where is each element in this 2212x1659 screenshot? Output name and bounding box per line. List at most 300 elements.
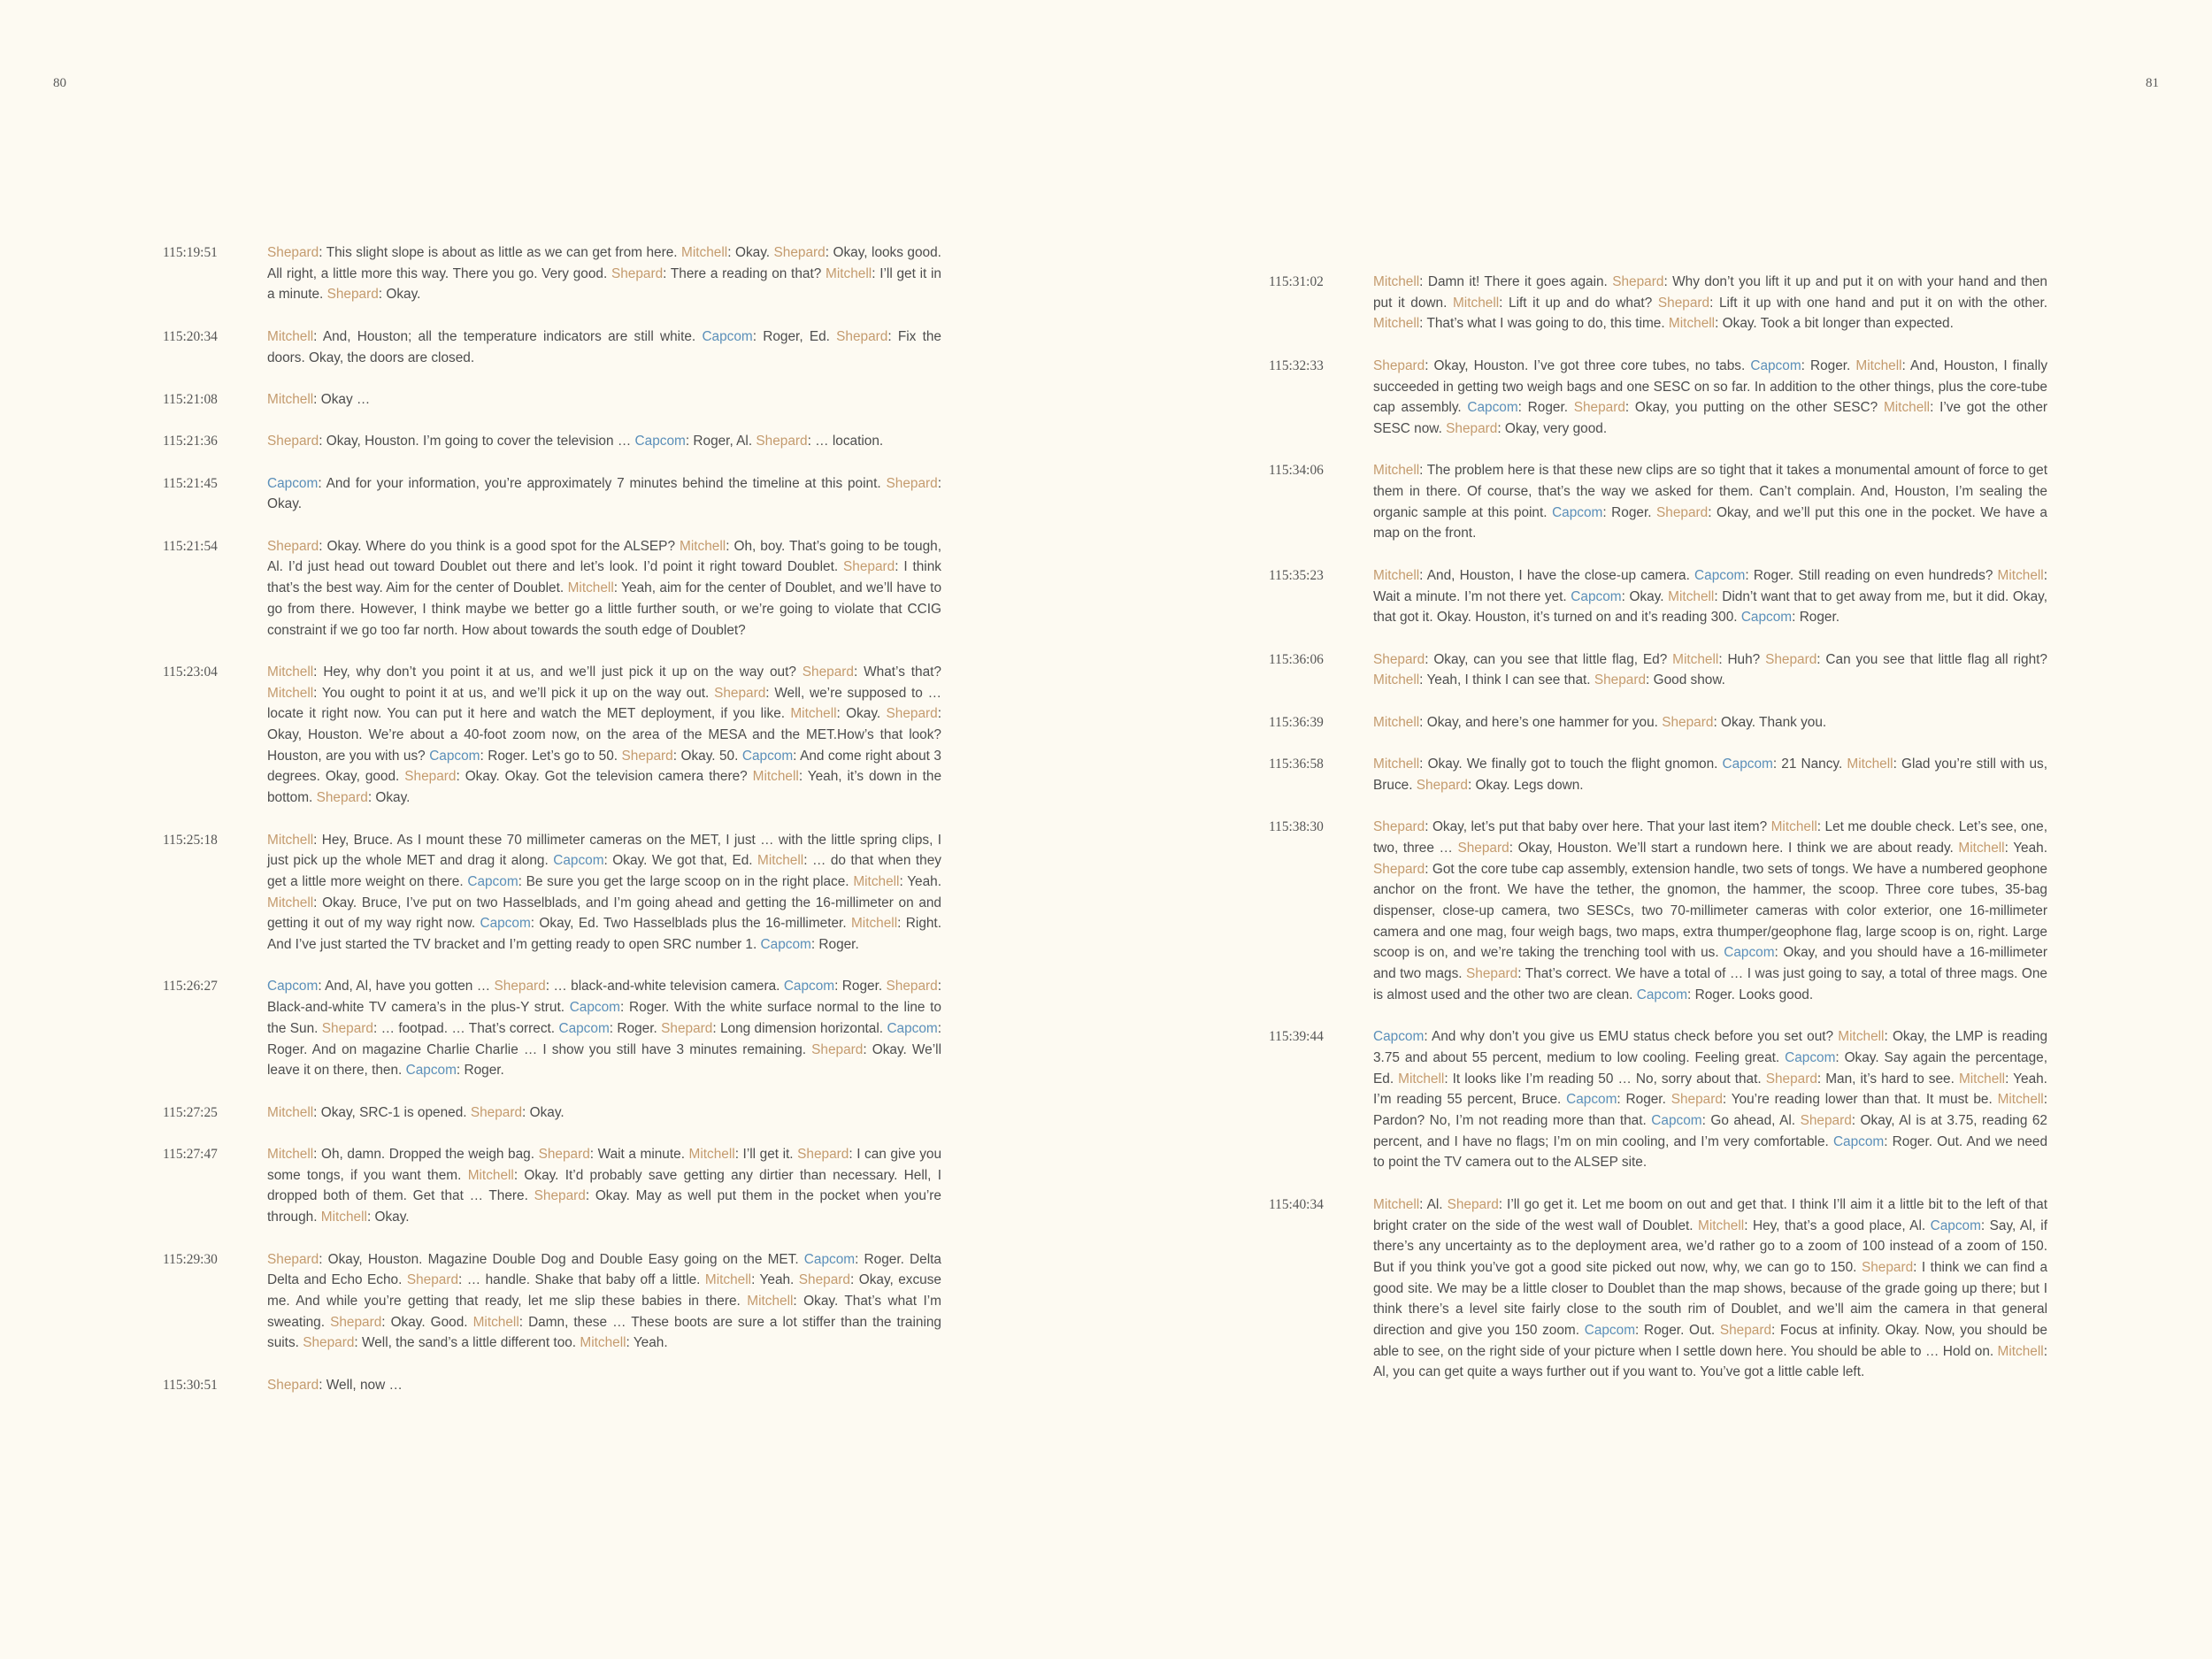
speaker-mitchell: Mitchell <box>1770 819 1817 835</box>
spoken-line: Roger. Let’s go to 50. <box>488 748 618 764</box>
spoken-line: Yeah. I’m reading 55 percent, Bruce. <box>1373 1071 2047 1108</box>
spoken-line: Okay, Houston. We’re about a 40-foot zoom now, on the area of the MESA and the MET.How’s that look? Houston, are you with us? <box>267 727 941 764</box>
speaker-shepard: Shepard <box>1656 504 1709 520</box>
spoken-line: Okay. Say again the percentage, Ed. <box>1373 1049 2047 1087</box>
speaker-shepard: Shepard <box>1800 1113 1852 1128</box>
dialogue-text: Shepard: Okay, Houston. Magazine Double Dog and Double Easy going on the MET. Capcom: Roger. Delta Delta and Echo Echo. Shepard: … handle. Shake that baby off a little. Mitchell: Yeah. Shepard: Okay, excuse me. And while you’re getting that ready, let me slip these babies in there. Mitchell: Okay. That’s what I’m sweating. Shepard: Okay. Good. Mitchell: Damn, these … These boots are sure a lot stiffer than the training suits. Shepard: Well, the sand’s a little different too. Mitchell: Yeah. <box>267 1251 941 1351</box>
spoken-line: Okay … <box>320 391 371 407</box>
speaker-mitchell: Mitchell <box>1373 316 1420 332</box>
speaker-shepard: Shepard <box>1466 966 1518 982</box>
spoken-line: Glad you’re still with us, Bruce. <box>1373 757 2047 793</box>
spoken-line: Okay, Al is at 3.75, reading 62 percent, and I have no flags; I’m on min cooling, and I’m very comfortable. <box>1373 1113 2047 1149</box>
spoken-line: Okay, Houston. I’ve got three core tubes, no tabs. <box>1433 357 1746 373</box>
spoken-line: Oh, damn. Dropped the weigh bag. <box>321 1147 534 1163</box>
spoken-line: Okay. Took a bit longer than expected. <box>1722 316 1954 332</box>
timestamp: 115:36:39 <box>1269 714 1324 730</box>
dialogue-text: Shepard: Okay. Where do you think is a good spot for the ALSEP? Mitchell: Oh, boy. That’s going to be tough, Al. I’d just head out toward Doublet out there and let’s look. I’d point it right toward Doublet. Shepard: I think that’s the best way. Aim for the center of Doublet. Mitchell: Yeah, aim for the center of Doublet, and we’ll have to go from there. However, I think maybe we better go a little further south, or we’re going to violate that CCIG constraint if we go too far north. How about towards the south edge of Doublet? <box>267 538 942 638</box>
transcript-column-left <box>163 242 941 1417</box>
speaker-shepard: Shepard <box>1594 672 1647 688</box>
dialogue-text: Mitchell: Hey, why don’t you point it at us, and we’ll just pick it up on the way out? Shepard: What’s that? Mitchell: You ought to point it at us, and we’ll pick it up on the way out. Shepard: Well, we’re supposed to … locate it right now. You can put it here and watch the MET deployment, if you like. Mitchell: Okay. Shepard: Okay, Houston. We’re about a 40-foot zoom now, on the area of the MESA and the MET.How’s that look? Houston, are you with us? Capcom: Roger. Let’s go to 50. Shepard: Okay. 50. Capcom: And come right about 3 degrees. Okay, good. Shepard: Okay. Okay. Got the television camera there? Mitchell: Yeah, it’s down in the bottom. Shepard: Okay. <box>267 664 941 806</box>
spoken-line: Man, it’s hard to see. <box>1825 1071 1955 1087</box>
speaker-mitchell: Mitchell <box>267 1147 314 1163</box>
spoken-line: Okay. Legs down. <box>1475 777 1584 793</box>
speaker-shepard: Shepard <box>621 748 673 764</box>
speaker-capcom: Capcom <box>741 748 794 764</box>
speaker-capcom: Capcom <box>1832 1133 1885 1149</box>
spoken-line: I can give you some tongs, if you want them. <box>267 1147 942 1183</box>
speaker-shepard: Shepard <box>1662 714 1714 730</box>
transcript-entry <box>163 242 941 305</box>
speaker-shepard: Shepard <box>1373 861 1425 877</box>
dialogue-text: Capcom: And for your information, you’re approximately 7 minutes behind the timeline at this point. Shepard: Okay. <box>267 475 941 512</box>
transcript-entry <box>163 1375 941 1396</box>
dialogue-text: Shepard: Okay, can you see that little flag, Ed? Mitchell: Huh? Shepard: Can you see that little flag all right? Mitchell: Yeah, I think I can see that. Shepard: Good show. <box>1373 651 2047 688</box>
spoken-line: Good show. <box>1653 672 1725 688</box>
timestamp: 115:19:51 <box>163 245 218 260</box>
speaker-capcom: Capcom <box>267 979 319 995</box>
spoken-line: Roger. <box>1527 400 1569 416</box>
transcript-entry <box>163 662 941 809</box>
spoken-line: Okay. We got that, Ed. <box>612 853 753 869</box>
speaker-capcom: Capcom <box>569 1000 620 1016</box>
speaker-shepard: Shepard <box>1416 777 1468 793</box>
speaker-capcom: Capcom <box>553 853 604 869</box>
spoken-line: And, Houston, I have the close-up camera. <box>1426 567 1690 583</box>
spoken-line: Huh? <box>1727 651 1761 667</box>
spoken-line: Okay. Bruce, I’ve put on two Hasselblads, and I’m going ahead and getting the 16-millimeter on and getting it out of my way right now. <box>267 895 941 932</box>
speaker-mitchell: Mitchell <box>1838 1029 1885 1045</box>
speaker-capcom: Capcom <box>1566 1092 1617 1108</box>
spoken-line: Roger. Delta Delta and Echo Echo. <box>267 1251 941 1288</box>
speaker-shepard: Shepard <box>330 1314 382 1330</box>
transcript-entry <box>1269 460 2047 544</box>
speaker-shepard: Shepard <box>886 475 938 491</box>
spoken-line: Okay, can you see that little flag, Ed? <box>1433 651 1668 667</box>
spoken-line: Well, we’re supposed to … locate it right now. You can put it here and watch the MET deployment, if you like. <box>267 685 941 722</box>
speaker-shepard: Shepard <box>714 685 766 701</box>
speaker-capcom: Capcom <box>1584 1323 1636 1339</box>
speaker-shepard: Shepard <box>1612 274 1664 289</box>
spoken-line: Didn’t want that to get away from me, but it did. Okay, that got it. Okay. Houston, it’s turned on and it’s reading 300. <box>1373 588 2047 626</box>
speaker-mitchell: Mitchell <box>1668 588 1715 604</box>
timestamp: 115:21:45 <box>163 475 218 491</box>
speaker-capcom: Capcom <box>429 748 480 764</box>
spoken-line: I think that’s the best way. Aim for the center of Doublet. <box>267 559 941 596</box>
transcript-entry <box>1269 754 2047 795</box>
timestamp: 115:31:02 <box>1269 274 1324 289</box>
transcript-entry <box>163 473 941 515</box>
speaker-mitchell: Mitchell <box>1373 672 1420 688</box>
dialogue-text: Mitchell: Hey, Bruce. As I mount these 70 millimeter cameras on the MET, I just … with the little spring clips, I just pick up the whole MET and drag it along. Capcom: Okay. We got that, Ed. Mitchell: … do that when they get a little more weight on there. Capcom: Be sure you get the large scoop on in the right place. Mitchell: Yeah. Mitchell: Okay. Bruce, I’ve put on two Hasselblads, and I’m going ahead and getting the 16-millimeter on and getting it out of my way right now. Capcom: Okay, Ed. Two Hasselblads plus the 16-millimeter. Mitchell: Right. And I’ve just started the TV bracket and I’m getting ready to open SRC number 1. Capcom: Roger. <box>267 832 942 953</box>
dialogue-text: Shepard: Okay, Houston. I’ve got three core tubes, no tabs. Capcom: Roger. Mitchell: And, Houston, I finally succeeded in getting two weigh bags and one SESC on so far. In addition to the other things, plus the core-tube cap assembly. Capcom: Roger. Shepard: Okay, you putting on the other SESC? Mitchell: I’ve got the other SESC now. Shepard: Okay, very good. <box>1373 357 2048 436</box>
transcript-entry <box>163 326 941 368</box>
timestamp: 115:29:30 <box>163 1251 218 1267</box>
timestamp: 115:27:25 <box>163 1104 218 1120</box>
spoken-line: And come right about 3 degrees. Okay, good. <box>267 748 941 785</box>
dialogue-text: Capcom: And, Al, have you gotten … Shepard: … black-and-white television camera. Capcom: Roger. Shepard: Black-and-white TV camera’s in the plus-Y strut. Capcom: Roger. With the white surface normal to the line to the Sun. Shepard: … footpad. … That’s correct. Capcom: Roger. Shepard: Long dimension horizontal. Capcom: Roger. And on magazine Charlie Charlie … I show you still have 3 minutes remaining. Shepard: Okay. We’ll leave it on there, then. Capcom: Roger. <box>267 979 942 1079</box>
spoken-line: … handle. Shake that baby off a little. <box>466 1272 701 1288</box>
timestamp: 115:30:51 <box>163 1377 218 1393</box>
spoken-line: Damn it! There it goes again. <box>1427 274 1608 289</box>
timestamp: 115:25:18 <box>163 832 218 848</box>
spoken-line: Yeah. <box>633 1335 668 1351</box>
dialogue-text: Mitchell: Damn it! There it goes again. Shepard: Why don’t you lift it up and put it on with your hand and then put it down. Mitchell: Lift it up and do what? Shepard: Lift it up with one hand and put it on with the other. Mitchell: That’s what I was going to do, this time. Mitchell: Okay. Took a bit longer than expected. <box>1373 274 2048 332</box>
dialogue-text: Shepard: Okay, let’s put that baby over here. That your last item? Mitchell: Let me double check. Let’s see, one, two, three … Shepard: Okay, Houston. We’ll start a rundown here. I think we are about ready. Mitchell: Yeah. Shepard: Got the core tube cap assembly, extension handle, two sets of tongs. We have a numbered geophone anchor on the front. We have the tether, the gnomon, the hammer, the scoop. Three core tubes, 35-bag dispenser, close-up camera, two SESCs, two 70-millimeter cameras with color exterior, one 16-millimeter camera and one mag, four weigh bags, two maps, extra thumper/geophone flag, large scoop is on, right. Large scoop is on, and we’re taking the trenching tool with us. Capcom: Okay, and you should have a 16-millimeter and two mags. Shepard: That’s correct. We have a total of … I was just going to say, a total of three mags. One is almost used and the other two are clean. Capcom: Roger. Looks good. <box>1373 819 2047 1002</box>
speaker-mitchell: Mitchell <box>1958 840 2005 856</box>
speaker-shepard: Shepard <box>267 434 319 449</box>
speaker-shepard: Shepard <box>802 664 854 680</box>
spoken-line: Go ahead, Al. <box>1710 1113 1796 1128</box>
spoken-line: 21 Nancy. <box>1781 757 1843 772</box>
spoken-line: Focus at infinity. Okay. Now, you should be able to see, on the right side of your picture when I settle down here. You should be able to … Hold on. <box>1373 1323 2047 1359</box>
timestamp: 115:39:44 <box>1269 1029 1324 1045</box>
spoken-line: Roger. <box>841 979 883 995</box>
speaker-mitchell: Mitchell <box>1373 567 1420 583</box>
spoken-line: … black-and-white television camera. <box>553 979 780 995</box>
spoken-line: Yeah. <box>2013 840 2047 856</box>
speaker-shepard: Shepard <box>1373 357 1425 373</box>
spoken-line: Yeah. <box>759 1272 795 1288</box>
speaker-mitchell: Mitchell <box>580 1335 626 1351</box>
timestamp: 115:38:30 <box>1269 819 1324 835</box>
transcript-entry <box>163 389 941 411</box>
speaker-shepard: Shepard <box>1373 819 1425 835</box>
spoken-line: Well, the sand’s a little different too. <box>361 1335 577 1351</box>
spoken-line: I’ve got the other SESC now. <box>1373 400 2048 436</box>
transcript-entry <box>1269 356 2047 440</box>
speaker-mitchell: Mitchell <box>1698 1217 1745 1233</box>
spoken-line: Yeah, I think I can see that. <box>1426 672 1591 688</box>
speaker-shepard: Shepard <box>773 245 826 260</box>
speaker-shepard: Shepard <box>1719 1323 1772 1339</box>
speaker-mitchell: Mitchell <box>1373 1196 1420 1212</box>
speaker-mitchell: Mitchell <box>1997 1343 2044 1359</box>
speaker-capcom: Capcom <box>480 916 531 932</box>
spoken-line: Fix the doors. Okay, the doors are closed. <box>267 328 941 365</box>
speaker-mitchell: Mitchell <box>472 1314 519 1330</box>
spoken-line: Roger. <box>1625 1092 1666 1108</box>
spoken-line: What’s that? <box>864 664 941 680</box>
spoken-line: Okay. May as well put them in the pocket when you’re through. <box>267 1188 941 1225</box>
spoken-line: Okay. <box>375 790 411 806</box>
spoken-line: Okay. We’ll leave it on there, then. <box>267 1041 941 1079</box>
dialogue-text: Shepard: Okay, Houston. I’m going to cover the television … Capcom: Roger, Al. Shepard: … location. <box>267 434 884 449</box>
spoken-line: Yeah, it’s down in the bottom. <box>267 769 941 806</box>
spoken-line: Roger. Still reading on even hundreds? <box>1753 567 1993 583</box>
spoken-line: I’ll get it in a minute. <box>267 265 941 303</box>
spoken-line: Roger. <box>818 937 859 953</box>
dialogue-text: Mitchell: And, Houston, I have the close-up camera. Capcom: Roger. Still reading on even hundreds? Mitchell: Wait a minute. I’m not there yet. Capcom: Okay. Mitchell: Didn’t want that to get away from me, but it did. Okay, that got it. Okay. Houston, it’s turned on and it’s reading 300. Capcom: Roger. <box>1373 567 2047 626</box>
spoken-line: Let me double check. Let’s see, one, two, three … <box>1373 819 2047 856</box>
spoken-line: Why don’t you lift it up and put it on with your hand and then put it down. <box>1373 274 2047 311</box>
speaker-shepard: Shepard <box>1447 1196 1499 1212</box>
timestamp: 115:34:06 <box>1269 463 1324 479</box>
speaker-mitchell: Mitchell <box>320 1210 367 1225</box>
spoken-line: Okay, very good. <box>1504 420 1608 436</box>
speaker-capcom: Capcom <box>1694 567 1746 583</box>
speaker-mitchell: Mitchell <box>267 895 314 910</box>
timestamp: 115:23:04 <box>163 664 218 680</box>
spoken-line: Roger. And on magazine Charlie Charlie … I show you still have 3 minutes remaining. <box>267 1041 807 1057</box>
speaker-capcom: Capcom <box>1722 757 1773 772</box>
spoken-line: Okay, Ed. Two Hasselblads plus the 16-millimeter. <box>539 916 847 932</box>
spoken-line: Hey, why don’t you point it at us, and we’ll just pick it up on the way out? <box>323 664 796 680</box>
speaker-shepard: Shepard <box>1765 651 1817 667</box>
spoken-line: Roger, Ed. <box>763 328 830 344</box>
dialogue-text: Mitchell: Okay. We finally got to touch the flight gnomon. Capcom: 21 Nancy. Mitchell: Glad you’re still with us, Bruce. Shepard: Okay. Legs down. <box>1373 757 2047 793</box>
speaker-shepard: Shepard <box>1457 840 1509 856</box>
speaker-mitchell: Mitchell <box>1883 400 1931 416</box>
spoken-line: Okay. Good. <box>390 1314 468 1330</box>
speaker-shepard: Shepard <box>843 559 895 575</box>
spoken-line: Oh, boy. That’s going to be tough, Al. I’d just head out toward Doublet out there and let’s look. I’d point it right toward Doublet. <box>267 538 941 575</box>
speaker-mitchell: Mitchell <box>681 245 728 260</box>
spoken-line: Roger. With the white surface normal to the line to the Sun. <box>267 1000 941 1036</box>
speaker-shepard: Shepard <box>1765 1071 1817 1087</box>
spoken-line: Long dimension horizontal. <box>719 1020 884 1036</box>
spoken-line: Roger. Out. And we need to point the TV camera out to the ALSEP site. <box>1373 1133 2048 1171</box>
speaker-mitchell: Mitchell <box>826 265 872 281</box>
spoken-line: And, Al, have you gotten … <box>325 979 491 995</box>
speaker-mitchell: Mitchell <box>1373 714 1420 730</box>
transcript-entry <box>163 431 941 452</box>
speaker-capcom: Capcom <box>1930 1217 1981 1233</box>
speaker-shepard: Shepard <box>836 328 888 344</box>
transcript-entry <box>163 976 941 1081</box>
speaker-capcom: Capcom <box>1467 400 1518 416</box>
speaker-mitchell: Mitchell <box>267 391 314 407</box>
timestamp: 115:27:47 <box>163 1147 218 1163</box>
spoken-line: Okay. Okay. Got the television camera there? <box>465 769 748 785</box>
speaker-mitchell: Mitchell <box>267 1104 314 1120</box>
transcript-entry <box>1269 649 2047 691</box>
speaker-mitchell: Mitchell <box>267 832 314 848</box>
speaker-capcom: Capcom <box>1552 504 1603 520</box>
spoken-line: Okay, and you should have a 16-millimeter and two mags. <box>1373 945 2047 982</box>
spoken-line: Okay, looks good. All right, a little more this way. There you go. Very good. <box>267 245 941 281</box>
spoken-line: Okay. <box>267 496 303 512</box>
spoken-line: And for your information, you’re approximately 7 minutes behind the timeline at this point. <box>326 475 881 491</box>
spoken-line: Be sure you get the large scoop on in the right place. <box>526 873 849 889</box>
dialogue-text: Shepard: This slight slope is about as little as we can get from here. Mitchell: Okay. Shepard: Okay, looks good. All right, a little more this way. There you go. Very good. Shepard: There a reading on that? Mitchell: I’ll get it in a minute. Shepard: Okay. <box>267 245 941 303</box>
spoken-line: And, Houston; all the temperature indicators are still white. <box>322 328 696 344</box>
timestamp: 115:21:36 <box>163 434 218 449</box>
speaker-shepard: Shepard <box>611 265 664 281</box>
dialogue-text: Capcom: And why don’t you give us EMU status check before you set out? Mitchell: Okay, the LMP is reading 3.75 and about 55 percent, medium to low cooling. Feeling great. Capcom: Okay. Say again the percentage, Ed. Mitchell: It looks like I’m reading 50 … No, sorry about that. Shepard: Man, it’s hard to see. Mitchell: Yeah. I’m reading 55 percent, Bruce. Capcom: Roger. Shepard: You’re reading lower than that. It must be. Mitchell: Pardon? No, I’m not reading more than that. Capcom: Go ahead, Al. Shepard: Okay, Al is at 3.75, reading 62 percent, and I have no flags; I’m on min cooling, and I’m very comfortable. Capcom: Roger. Out. And we need to point the TV camera out to the ALSEP site. <box>1373 1029 2048 1171</box>
spoken-line: Okay. 50. <box>680 748 739 764</box>
transcript-entry <box>1269 1026 2047 1173</box>
transcript-entry <box>1269 272 2047 334</box>
spoken-line: Okay. <box>1629 588 1664 604</box>
spoken-line: That’s correct. We have a total of … I was just going to say, a total of three mags. One is almost used and the other two are clean. <box>1373 966 2047 1002</box>
timestamp: 115:26:27 <box>163 979 218 995</box>
speaker-shepard: Shepard <box>886 706 938 722</box>
spoken-line: There a reading on that? <box>670 265 822 281</box>
spoken-line: Okay. It’d probably save getting any dirtier than necessary. Hell, I dropped both of them. Get that … There. <box>267 1167 942 1204</box>
speaker-shepard: Shepard <box>1373 651 1425 667</box>
dialogue-text: Mitchell: Al. Shepard: I’ll go get it. Let me boom on out and get that. I think I’ll aim it a little bit to the left of that bright crater on the side of the west wall of Doublet. Mitchell: Hey, that’s a good place, Al. Capcom: Say, Al, if there’s any uncertainty as to the deployment area, we’d rather go to a zoom of 100 instead of a zoom of 150. But if you think you’ve got a good site picked out now, why, we can go to 150. Shepard: I think we can find a good site. We may be a little closer to Doublet than the map shows, because of the grade going up there; but I think there’s a level site fairly close to the south rim of Doublet, and we’ll aim the camera in that general direction and give you 150 zoom. Capcom: Roger. Out. Shepard: Focus at infinity. Okay. Now, you should be able to see, on the right side of your picture when I settle down here. You should be able to … Hold on. Mitchell: Al, you can get quite a ways further out if you want to. You’ve got a little cable left. <box>1373 1196 2048 1380</box>
spoken-line: I’ll go get it. Let me boom on out and get that. I think I’ll aim it a little bit to the left of that bright crater on the side of the west wall of Doublet. <box>1373 1196 2047 1233</box>
speaker-mitchell: Mitchell <box>1373 463 1420 479</box>
speaker-mitchell: Mitchell <box>704 1272 752 1288</box>
speaker-mitchell: Mitchell <box>747 1293 794 1309</box>
speaker-mitchell: Mitchell <box>267 664 314 680</box>
spoken-line: Hey, Bruce. As I mount these 70 millimeter cameras on the MET, I just … with the little spring clips, I just pick up the whole MET and drag it along. <box>267 832 941 869</box>
spoken-line: Al. <box>1426 1196 1443 1212</box>
speaker-shepard: Shepard <box>494 979 546 995</box>
dialogue-text: Shepard: Well, now … <box>267 1377 403 1393</box>
transcript-entry <box>1269 1194 2047 1383</box>
spoken-line: Got the core tube cap assembly, extension handle, two sets of tongs. We have a numbered geophone anchor on the front. We have the tether, the gnomon, the hammer, the scoop. Three core tubes, 35-bag dispenser, close-up camera, two SESCs, two 70-millimeter cameras with color exterior, one 16-millimeter camera and one mag, four weigh bags, two maps, extra thumper/geophone flag, large scoop is on, right. Large scoop is on, and we’re taking the trenching tool with us. <box>1373 861 2047 961</box>
speaker-shepard: Shepard <box>1671 1092 1723 1108</box>
speaker-shepard: Shepard <box>798 1272 850 1288</box>
spoken-line: Okay. <box>374 1210 410 1225</box>
dialogue-text: Mitchell: Oh, damn. Dropped the weigh bag. Shepard: Wait a minute. Mitchell: I’ll get it. Shepard: I can give you some tongs, if you want them. Mitchell: Okay. It’d probably save getting any dirtier than necessary. Hell, I dropped both of them. Get that … There. Shepard: Okay. May as well put them in the pocket when you’re through. Mitchell: Okay. <box>267 1147 942 1225</box>
spoken-line: Say, Al, if there’s any uncertainty as to the deployment area, we’d rather go to a zoom of 100 instead of a zoom of 150. But if you think you’ve got a good site picked out now, why, we can go to 150. <box>1373 1217 2048 1275</box>
spoken-line: Okay, Houston. We’ll start a rundown here. I think we are about ready. <box>1517 840 1954 856</box>
transcript-column-right <box>1269 272 2047 1404</box>
speaker-mitchell: Mitchell <box>790 706 837 722</box>
speaker-shepard: Shepard <box>1573 400 1625 416</box>
spoken-line: Roger. Looks good. <box>1694 987 1814 1002</box>
spoken-line: Roger. <box>617 1020 657 1036</box>
speaker-capcom: Capcom <box>803 1251 856 1267</box>
spoken-line: Okay. We finally got to touch the flight gnomon. <box>1427 757 1718 772</box>
timestamp: 115:32:33 <box>1269 357 1324 373</box>
spoken-line: Roger. <box>1799 610 1840 626</box>
speaker-shepard: Shepard <box>886 979 938 995</box>
timestamp: 115:21:08 <box>163 391 218 407</box>
timestamp: 115:36:06 <box>1269 651 1324 667</box>
spoken-line: Roger, Al. <box>693 434 753 449</box>
speaker-mitchell: Mitchell <box>1672 651 1719 667</box>
speaker-mitchell: Mitchell <box>1452 295 1500 311</box>
speaker-mitchell: Mitchell <box>1373 274 1420 289</box>
spoken-line: Okay. <box>386 287 421 303</box>
spoken-line: Okay, let’s put that baby over here. That your last item? <box>1432 819 1768 835</box>
speaker-mitchell: Mitchell <box>680 538 726 554</box>
speaker-mitchell: Mitchell <box>567 580 614 596</box>
speaker-shepard: Shepard <box>267 1251 319 1267</box>
spoken-line: Okay, SRC-1 is opened. <box>320 1104 467 1120</box>
page-number-right: 81 <box>2146 76 2159 90</box>
spoken-line: Can you see that little flag all right? <box>1825 651 2047 667</box>
speaker-mitchell: Mitchell <box>752 769 799 785</box>
spoken-line: Okay, and we’ll put this one in the pocket. We have a map on the front. <box>1373 504 2047 541</box>
speaker-shepard: Shepard <box>267 245 319 260</box>
speaker-capcom: Capcom <box>634 434 686 449</box>
timestamp: 115:21:54 <box>163 538 218 554</box>
speaker-mitchell: Mitchell <box>467 1167 514 1183</box>
spoken-line: That’s what I was going to do, this time. <box>1426 316 1665 332</box>
speaker-shepard: Shepard <box>756 434 808 449</box>
dialogue-text: Mitchell: And, Houston; all the temperature indicators are still white. Capcom: Roger, Ed. Shepard: Fix the doors. Okay, the doors are closed. <box>267 328 941 365</box>
spoken-line: Okay. That’s what I’m sweating. <box>267 1293 941 1330</box>
spoken-line: Well, now … <box>326 1377 403 1393</box>
spoken-line: Okay. Thank you. <box>1721 714 1827 730</box>
speaker-mitchell: Mitchell <box>1958 1071 2006 1087</box>
speaker-capcom: Capcom <box>702 328 753 344</box>
speaker-mitchell: Mitchell <box>688 1147 735 1163</box>
speaker-mitchell: Mitchell <box>757 853 804 869</box>
spoken-line: Lift it up and do what? <box>1509 295 1653 311</box>
spoken-line: Okay, you putting on the other SESC? <box>1634 400 1878 416</box>
speaker-shepard: Shepard <box>534 1188 586 1204</box>
speaker-mitchell: Mitchell <box>850 916 898 932</box>
speaker-mitchell: Mitchell <box>1847 757 1893 772</box>
speaker-shepard: Shepard <box>404 769 457 785</box>
dialogue-text: Mitchell: The problem here is that these new clips are so tight that it takes a monumental amount of force to get them in there. Of course, that’s the way we asked for them. Can’t complain. And, Houston, I’m sealing the organic sample at this point. Capcom: Roger. Shepard: Okay, and we’ll put this one in the pocket. We have a map on the front. <box>1373 463 2047 541</box>
spoken-line: Right. And I’ve just started the TV bracket and I’m getting ready to open SRC number 1. <box>267 916 941 953</box>
speaker-capcom: Capcom <box>558 1020 610 1036</box>
speaker-shepard: Shepard <box>1861 1259 1914 1275</box>
speaker-mitchell: Mitchell <box>1997 1092 2044 1108</box>
speaker-capcom: Capcom <box>887 1020 938 1036</box>
speaker-capcom: Capcom <box>1571 588 1622 604</box>
spoken-line: Okay, excuse me. And while you’re getting that ready, let me slip these babies in there. <box>267 1272 941 1309</box>
speaker-shepard: Shepard <box>1657 295 1710 311</box>
transcript-entry <box>1269 712 2047 733</box>
transcript-entry <box>1269 817 2047 1005</box>
dialogue-text: Mitchell: Okay, SRC-1 is opened. Shepard: Okay. <box>267 1104 565 1120</box>
timestamp: 115:35:23 <box>1269 567 1324 583</box>
speaker-capcom: Capcom <box>783 979 835 995</box>
transcript-entry <box>163 830 941 956</box>
transcript-entry <box>1269 565 2047 628</box>
speaker-shepard: Shepard <box>267 538 319 554</box>
spoken-line: Okay. <box>529 1104 565 1120</box>
spoken-line: And why don’t you give us EMU status check before you set out? <box>1431 1029 1834 1045</box>
dialogue-text: Mitchell: Okay, and here’s one hammer for you. Shepard: Okay. Thank you. <box>1373 714 1827 730</box>
speaker-mitchell: Mitchell <box>1855 357 1902 373</box>
spoken-line: And, Houston, I finally succeeded in getting two weigh bags and one SESC on so far. In addition to the other things, plus the core-tube cap assembly. <box>1373 357 2048 416</box>
transcript-entry <box>163 1249 941 1355</box>
speaker-mitchell: Mitchell <box>1668 316 1716 332</box>
timestamp: 115:36:58 <box>1269 757 1324 772</box>
speaker-shepard: Shepard <box>661 1020 713 1036</box>
speaker-capcom: Capcom <box>1740 610 1793 626</box>
speaker-shepard: Shepard <box>1446 420 1498 436</box>
speaker-mitchell: Mitchell <box>1997 567 2044 583</box>
speaker-capcom: Capcom <box>1785 1049 1836 1065</box>
spoken-line: Wait a minute. I’m not there yet. <box>1373 588 1567 604</box>
spoken-line: Al, you can get quite a ways further out if you want to. You’ve got a little cable left. <box>1373 1364 1865 1380</box>
speaker-shepard: Shepard <box>406 1272 459 1288</box>
spoken-line: Damn, these … These boots are sure a lot stiffer than the training suits. <box>267 1314 941 1351</box>
spoken-line: Okay. <box>734 245 771 260</box>
spoken-line: Lift it up with one hand and put it on with the other. <box>1718 295 2048 311</box>
speaker-capcom: Capcom <box>760 937 811 953</box>
spoken-line: Okay. <box>846 706 881 722</box>
speaker-shepard: Shepard <box>321 1020 373 1036</box>
spoken-line: Hey, that’s a good place, Al. <box>1752 1217 1926 1233</box>
speaker-capcom: Capcom <box>267 475 319 491</box>
speaker-mitchell: Mitchell <box>1373 757 1420 772</box>
speaker-shepard: Shepard <box>316 790 368 806</box>
spoken-line: Okay, and here’s one hammer for you. <box>1426 714 1658 730</box>
speaker-capcom: Capcom <box>405 1063 457 1079</box>
spoken-line: I think we can find a good site. We may be a little closer to Doublet than the map shows, because of the grade going up there; but I think there’s a level site fairly close to the south rim of Doublet, and we’ll aim the camera in that general direction and give you 150 zoom. <box>1373 1259 2047 1339</box>
spoken-line: Okay, Houston. I’m going to cover the television … <box>326 434 632 449</box>
spoken-line: Wait a minute. <box>597 1147 685 1163</box>
dialogue-text: Mitchell: Okay … <box>267 391 371 407</box>
transcript-entry <box>163 1102 941 1124</box>
timestamp: 115:40:34 <box>1269 1196 1324 1212</box>
speaker-capcom: Capcom <box>1750 357 1801 373</box>
speaker-shepard: Shepard <box>267 1377 319 1393</box>
spoken-line: Okay, the LMP is reading 3.75 and about 55 percent, medium to low cooling. Feeling great. <box>1373 1029 2047 1065</box>
speaker-capcom: Capcom <box>467 873 518 889</box>
